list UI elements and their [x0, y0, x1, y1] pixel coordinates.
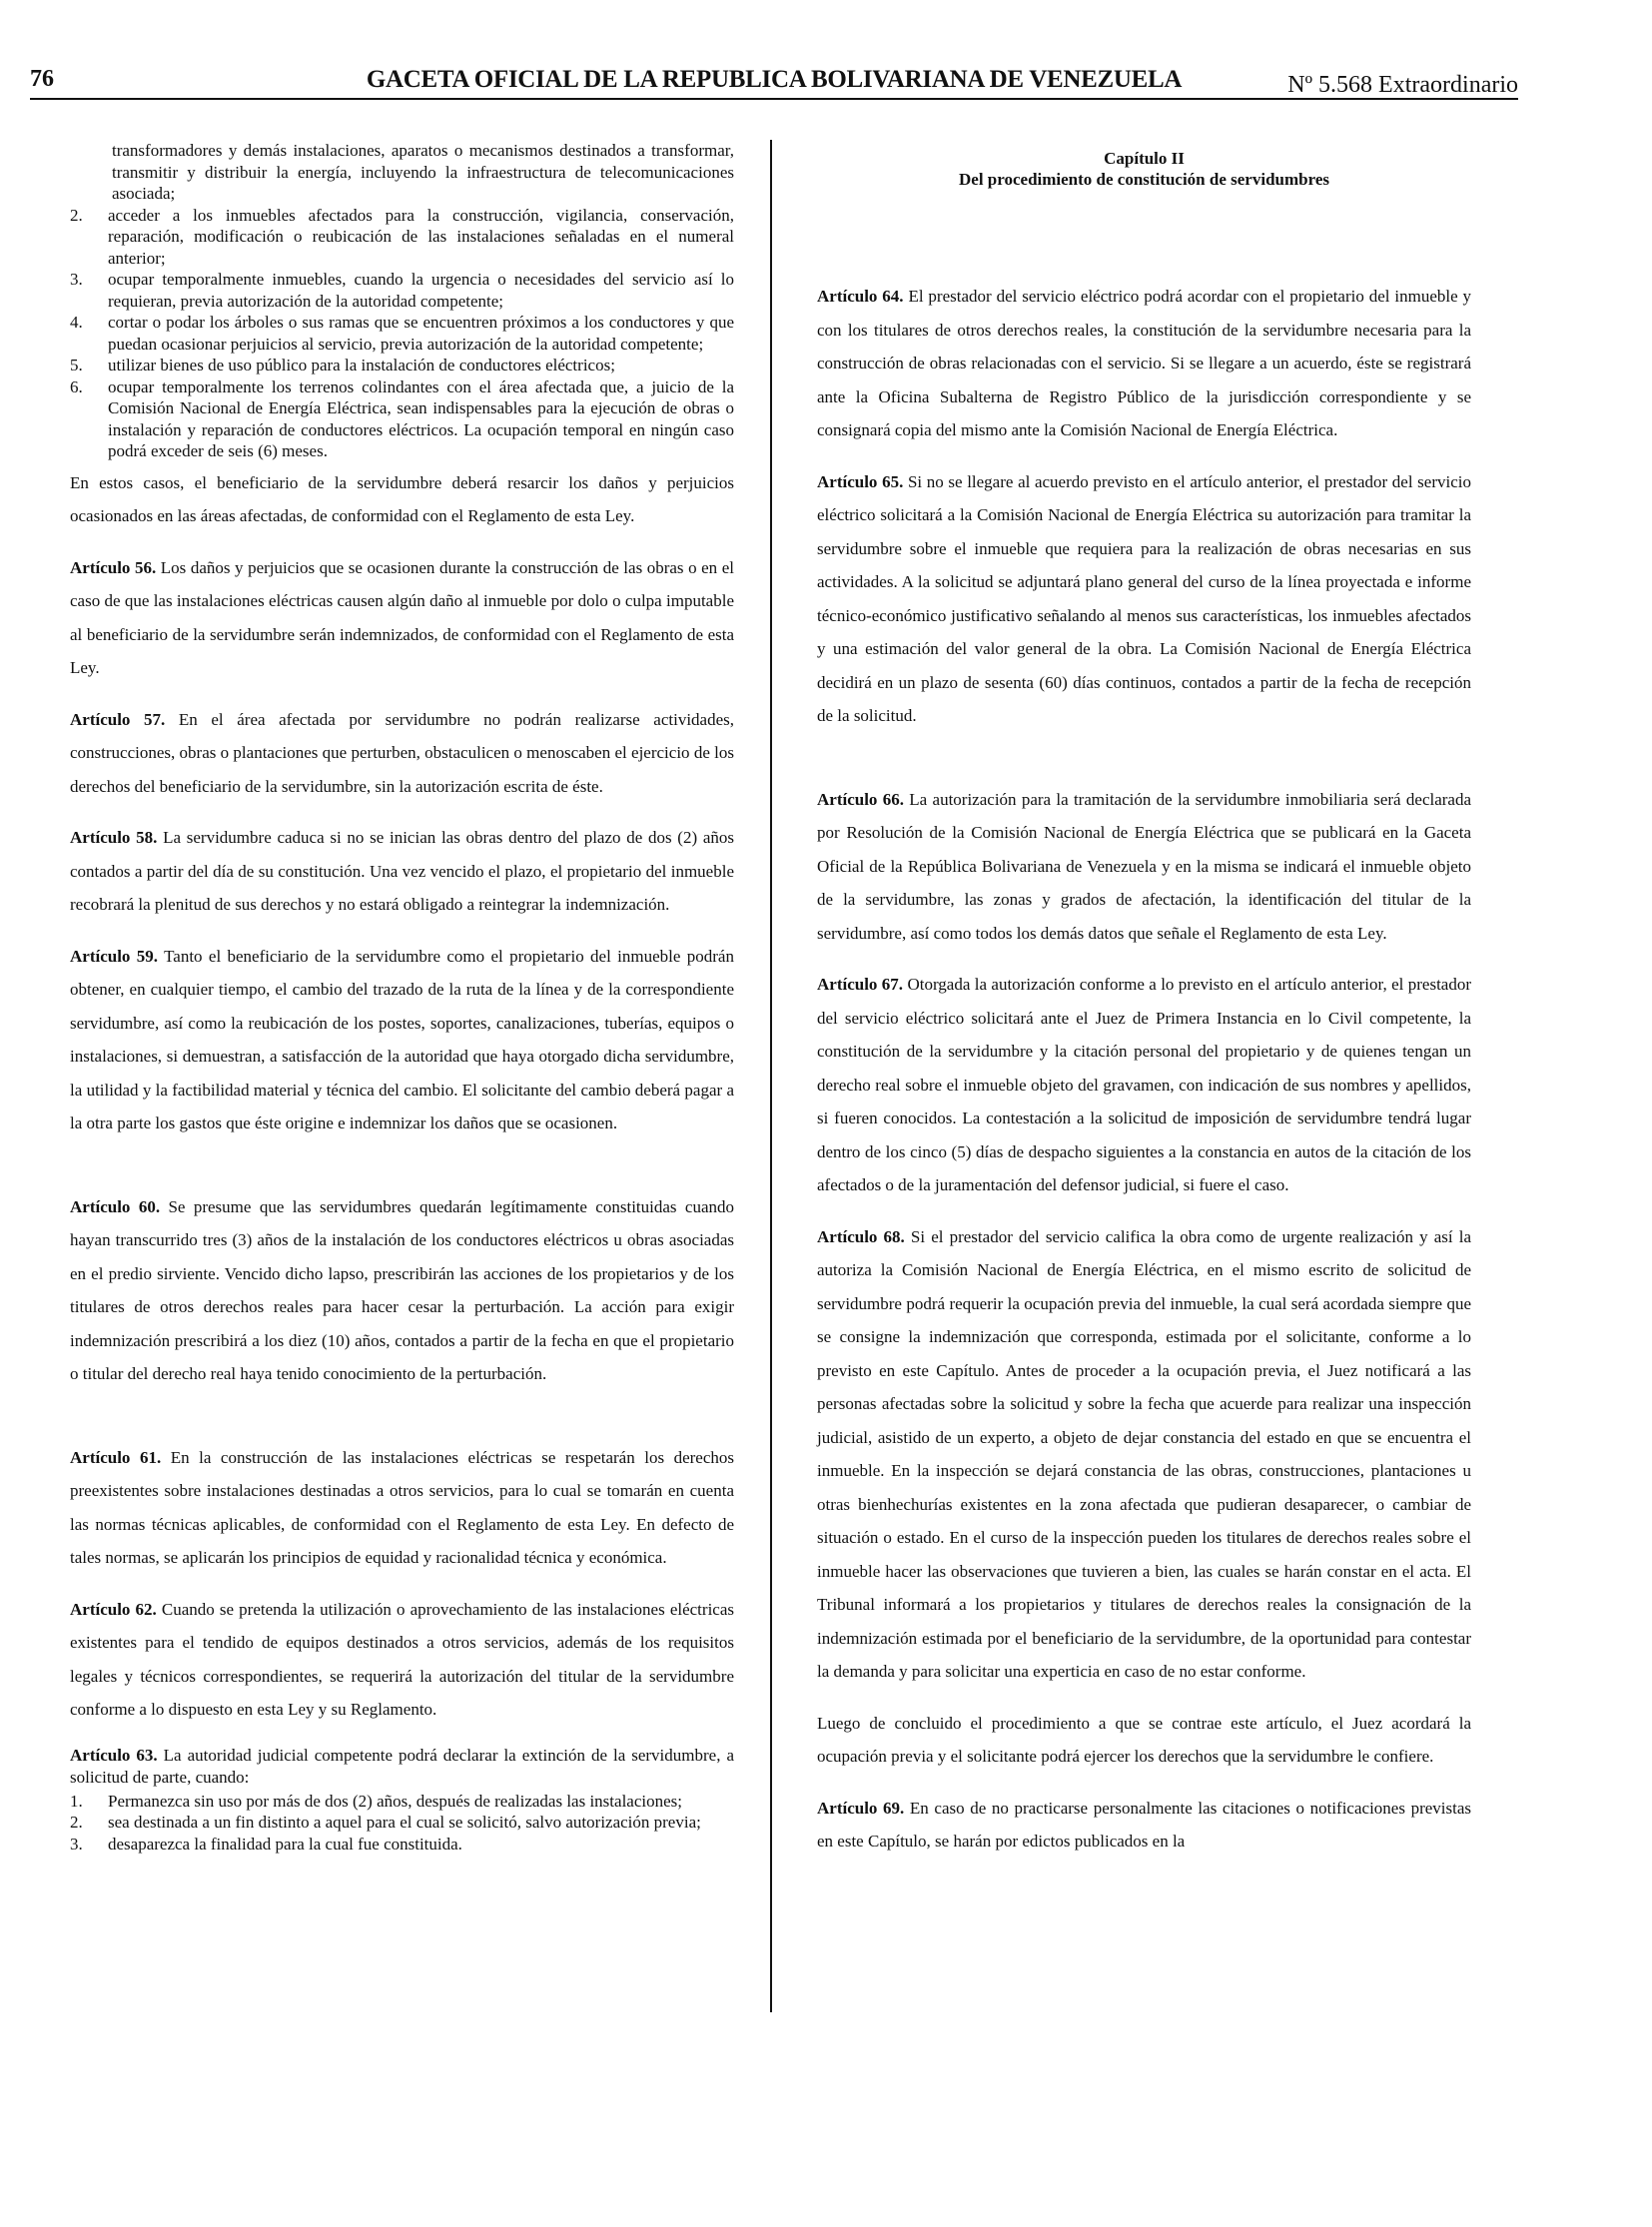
- list-item: [70, 269, 734, 312]
- article-text: En caso de no practicarse personalmente las citaciones o notificaciones previstas en este Capítulo, se harán por edictos publicados en la: [817, 1798, 1471, 1851]
- article-text: En el área afectada por servidumbre no podrán realizarse actividades, construcciones, obras o plantaciones que perturben, obstaculicen o menoscaben el ejercicio de los derechos del beneficiario de la servidumbre, sin la autorización escrita de éste.: [70, 709, 735, 796]
- gazette-title: GACETA OFICIAL DE LA REPUBLICA BOLIVARIANA DE VENEZUELA: [366, 66, 1183, 93]
- list-text: acceder a los inmuebles afectados para la construcción, vigilancia, conservación, reparación, modificación o reubicación de las instalaciones señaladas en el numeral anterior;: [108, 205, 734, 268]
- list-item: [70, 376, 734, 462]
- article-62: [70, 1593, 734, 1727]
- article-59: [70, 940, 734, 1140]
- article-67: [817, 968, 1471, 1202]
- chapter-heading: [817, 148, 1471, 190]
- article-55-closing: En estos casos, el beneficiario de la servidumbre deberá resarcir los daños y perjuicios ocasionados en las áreas afectadas, de conformidad con el Reglamento de esta Ley.: [70, 472, 734, 525]
- article-text: Si el prestador del servicio califica la obra como de urgente realización y así la autoriza la Comisión Nacional de Energía Eléctrica, en el mismo escrito de solicitud de servidumbre podrá requerir la ocupación previa del inmueble, la cual será acordada siempre que se consigne la indemnización que corresponda, estimada por el solicitante, conforme a lo previsto en este Capítulo. Antes de proceder a la ocupación previa, el Juez notificará a las personas afectadas sobre la solicitud y sobre la fecha que acuerde para realizar una inspección judicial, asistido de un experto, a objeto de dejar constancia del estado en que se encuentra el inmueble. En la inspección se dejará constancia de las obras, construcciones, plantaciones u otras bienhechurías existentes en la zona afectada que pudieran desaparecer, o cambiar de situación o estado. En el curso de la inspección pueden los titulares de derechos reales sobre el inmueble hacer las observaciones que tuvieren a bien, las cuales se harán constar en el acta. El Tribunal informará a los propietarios y titulares de derechos reales la consignación de la indemnización estimada por el beneficiario de la servidumbre, de la oportunidad para contestar la demanda y para solicitar una experticia en caso de no estar conforme.: [817, 1226, 1471, 1681]
- list-item: [70, 312, 734, 355]
- article-heading: Artículo 62.: [70, 1599, 157, 1619]
- list-text: sea destinada a un fin distinto a aquel para el cual se solicitó, salvo autorización previa;: [108, 1813, 701, 1832]
- article-heading: Artículo 68.: [817, 1226, 905, 1246]
- issue-number: Nº 5.568 Extraordinario: [1287, 72, 1518, 98]
- list-number: 6.: [70, 376, 83, 396]
- list-text: cortar o podar los árboles o sus ramas que se encuentren próximos a los conductores y que puedan ocasionar perjuicios al servicio, previa autorización de la autoridad competente;: [108, 313, 734, 354]
- article-55-continuation: transformadores y demás instalaciones, aparatos o mecanismos destinados a transformar, transmitir y distribuir la energía, incluyendo la infraestructura de telecomunicaciones asociada;: [112, 141, 734, 203]
- article-heading: Artículo 60.: [70, 1196, 161, 1216]
- list-item: [70, 205, 734, 270]
- list-number: 1.: [70, 1791, 83, 1811]
- list-text: ocupar temporalmente inmuebles, cuando la urgencia o necesidades del servicio así lo requieran, previa autorización de la autoridad competente;: [108, 270, 734, 311]
- article-57: [70, 703, 734, 804]
- list-item: [70, 1791, 734, 1813]
- list-item: [70, 1812, 734, 1834]
- article-heading: Artículo 57.: [70, 709, 166, 729]
- article-text: La servidumbre caduca si no se inician las obras dentro del plazo de dos (2) años contados a partir del día de su constitución. Una vez vencido el plazo, el propietario del inmueble recobrará la plenitud de sus derechos y no estará obligado a reintegrar la indemnización.: [70, 828, 735, 914]
- list-number: 2.: [70, 205, 83, 225]
- header-rule: [30, 98, 1518, 100]
- article-heading: Artículo 61.: [70, 1447, 162, 1467]
- list-text: Permanezca sin uso por más de dos (2) años, después de realizadas las instalaciones;: [108, 1791, 682, 1811]
- article-heading: Artículo 63.: [70, 1745, 158, 1765]
- list-number: 3.: [70, 1834, 83, 1854]
- column-divider: [770, 140, 772, 2012]
- article-text: El prestador del servicio eléctrico podrá acordar con el propietario del inmueble y con los titulares de otros derechos reales, la constitución de la servidumbre necesaria para la construcción de obras relacionadas con el servicio. Si se llegare a un acuerdo, éste se registrará ante la Oficina Subalterna de Registro Público de la jurisdicción correspondiente y se consignará copia del mismo ante la Comisión Nacional de Energía Eléctrica.: [817, 287, 1472, 439]
- article-68: [817, 1220, 1471, 1689]
- page-number: 76: [30, 66, 54, 92]
- list-item: [70, 355, 734, 376]
- article-63: [70, 1745, 734, 1789]
- article-text: La autoridad judicial competente podrá declarar la extinción de la servidumbre, a solicitud de parte, cuando:: [70, 1745, 734, 1787]
- article-heading: Artículo 65.: [817, 471, 904, 491]
- article-heading: Artículo 66.: [817, 789, 904, 809]
- list-text: desaparezca la finalidad para la cual fue constituida.: [108, 1834, 462, 1854]
- article-65: [817, 465, 1471, 733]
- article-text: Se presume que las servidumbres quedarán legítimamente constituidas cuando hayan transcurrido tres (3) años de la instalación de los conductores eléctricos u obras asociadas en el predio sirviente. Vencido dicho lapso, prescribirán las acciones de los propietarios y de los titulares de otros derechos reales para hacer cesar la perturbación. La acción para exigir indemnización prescribirá a los diez (10) años, contados a partir de la fecha en que el propietario o titular del derecho real haya tenido conocimiento de la perturbación.: [70, 1196, 735, 1383]
- list-number: 4.: [70, 313, 83, 332]
- article-text: Otorgada la autorización conforme a lo previsto en el artículo anterior, el prestador del servicio eléctrico solicitará ante el Juez de Primera Instancia en lo Civil competente, la constitución de la servidumbre y la citación personal del propietario y de quienes tengan un derecho real sobre el inmueble objeto del gravamen, con indicación de sus nombres y apellidos, si fueren conocidos. La contestación a la solicitud de imposición de servidumbre tendrá lugar dentro de los cinco (5) días de despacho siguientes a la constancia en autos de la citación de los afectados o de la juramentación del defensor judicial, si fuere el caso.: [817, 975, 1471, 1194]
- list-number: 3.: [70, 270, 83, 289]
- article-heading: Artículo 64.: [817, 287, 904, 306]
- article-heading: Artículo 56.: [70, 557, 157, 577]
- article-69: [817, 1792, 1471, 1858]
- left-column: [70, 140, 734, 1855]
- article-heading: Artículo 58.: [70, 828, 158, 847]
- article-64: [817, 280, 1471, 447]
- article-66: [817, 783, 1471, 951]
- list-item: [70, 1834, 734, 1856]
- list-number: 2.: [70, 1813, 83, 1832]
- article-68-closing: Luego de concluido el procedimiento a que se contrae este artículo, el Juez acordará la ocupación previa y el solicitante podrá ejercer los derechos que la servidumbre le confiere.: [817, 1713, 1471, 1766]
- article-heading: Artículo 59.: [70, 946, 159, 966]
- article-text: La autorización para la tramitación de la servidumbre inmobiliaria será declarada por Resolución de la Comisión Nacional de Energía Eléctrica que se publicará en la Gaceta Oficial de la República Bolivariana de Venezuela y en la misma se indicará el inmueble objeto de la servidumbre, las zonas y grados de afectación, la identificación del titular de la servidumbre, así como todos los demás datos que señale el Reglamento de esta Ley.: [817, 789, 1472, 943]
- article-heading: Artículo 67.: [817, 975, 904, 994]
- article-60: [70, 1190, 734, 1391]
- article-text: Si no se llegare al acuerdo previsto en el artículo anterior, el prestador del servicio eléctrico solicitará a la Comisión Nacional de Energía Eléctrica su autorización para tramitar la servidumbre sobre el inmueble que requiera para la realización de obras necesarias en sus actividades. A la solicitud se adjuntará plano general del curso de la línea proyectada e informe técnico-económico justificativo señalando al menos sus características, los inmuebles afectados y una estimación del valor general de la obra. La Comisión Nacional de Energía Eléctrica decidirá en un plazo de sesenta (60) días continuos, contados a partir de la fecha de recepción de la solicitud.: [817, 471, 1471, 725]
- list-text: utilizar bienes de uso público para la instalación de conductores eléctricos;: [108, 356, 615, 374]
- article-text: Los daños y perjuicios que se ocasionen durante la construcción de las obras o en el caso de que las instalaciones eléctricas causen algún daño al inmueble por dolo o culpa imputable al beneficiario de la servidumbre serán indemnizados, de conformidad con el Reglamento de esta Ley.: [70, 557, 734, 677]
- article-text: En la construcción de las instalaciones eléctricas se respetarán los derechos preexistentes sobre instalaciones destinadas a otros servicios, para lo cual se tomarán en cuenta las normas técnicas aplicables, de conformidad con el Reglamento de esta Ley. En defecto de tales normas, se aplicarán los principios de equidad y racionalidad técnica y económica.: [70, 1447, 734, 1567]
- article-61: [70, 1441, 734, 1575]
- chapter-number: Capítulo II: [1104, 149, 1185, 168]
- right-column: [817, 140, 1471, 1876]
- article-56: [70, 551, 734, 685]
- page-header: [30, 62, 1518, 102]
- article-text: Tanto el beneficiario de la servidumbre como el propietario del inmueble podrán obtener, en cualquier tiempo, el cambio del trazado de la ruta de la línea y de la correspondiente servidumbre, así como la reubicación de los postes, soportes, canalizaciones, tuberías, equipos o instalaciones, si demuestran, a satisfacción de la autoridad que haya otorgado dicha servidumbre, la utilidad y la factibilidad material y técnica del cambio. El solicitante del cambio deberá pagar a la otra parte los gastos que éste origine e indemnizar los daños que se ocasionen.: [70, 946, 734, 1132]
- chapter-title: Del procedimiento de constitución de servidumbres: [959, 170, 1329, 189]
- list-number: 5.: [70, 356, 83, 374]
- article-heading: Artículo 69.: [817, 1798, 905, 1818]
- article-58: [70, 821, 734, 922]
- list-text: ocupar temporalmente los terrenos colindantes con el área afectada que, a juicio de la Comisión Nacional de Energía Eléctrica, sean indispensables para la ejecución de obras o instalación y reparación de conductores eléctricos. La ocupación temporal en ningún caso podrá exceder de seis (6) meses.: [108, 376, 734, 460]
- article-text: Cuando se pretenda la utilización o aprovechamiento de las instalaciones eléctricas existentes para el tendido de equipos destinados a otros servicios, además de los requisitos legales y técnicos correspondientes, se requerirá la autorización del titular de la servidumbre conforme a lo dispuesto en esta Ley y su Reglamento.: [70, 1599, 735, 1719]
